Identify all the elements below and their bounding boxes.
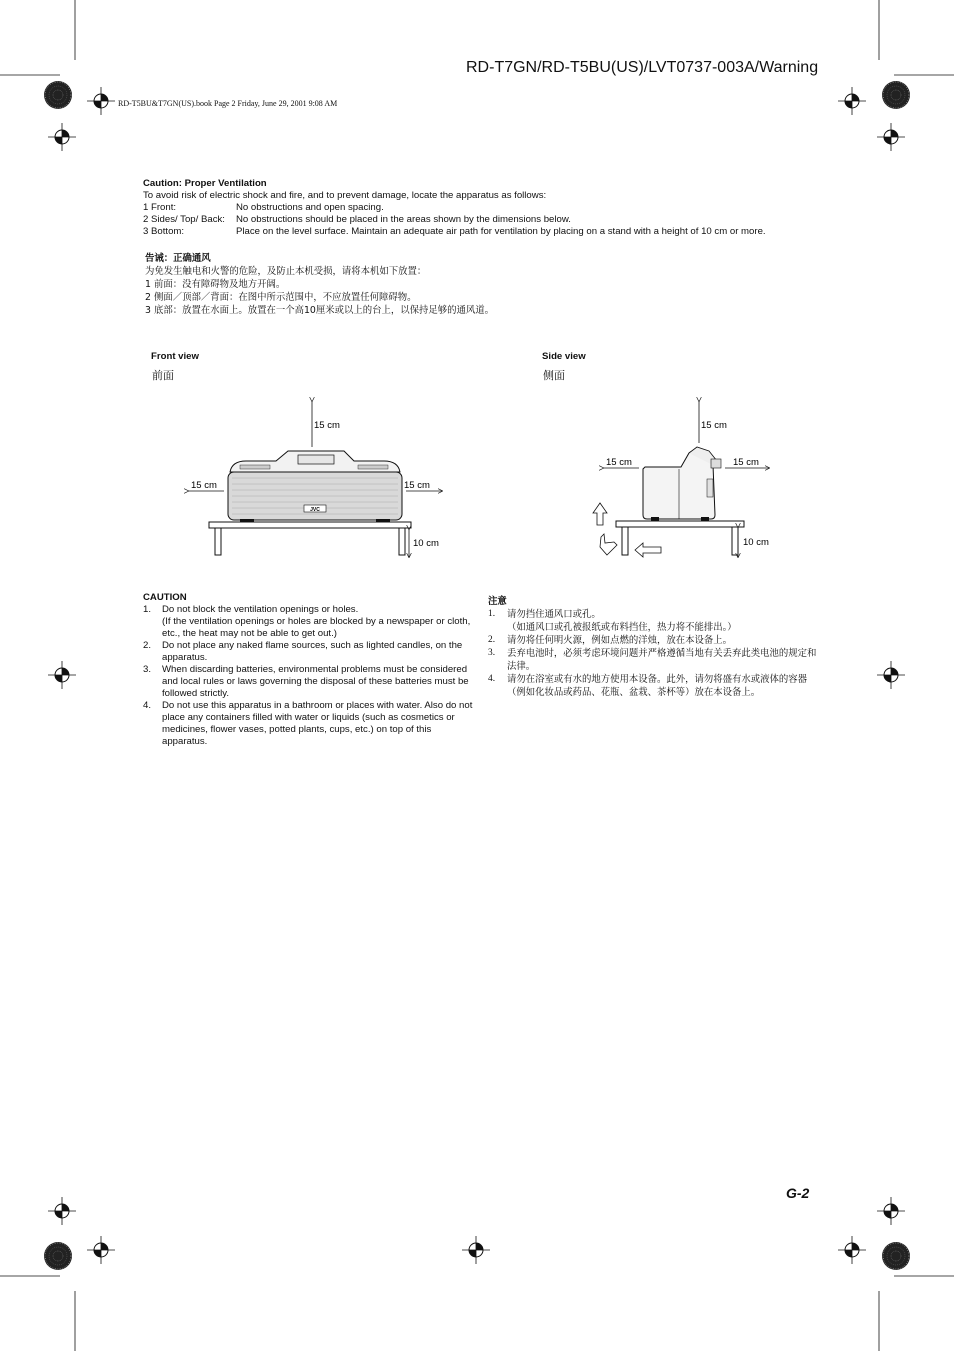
document-title: RD-T7GN/RD-T5BU(US)/LVT0737-003A/Warning [466, 59, 819, 76]
ventilation-heading-zh: 告诫：正确通风 [145, 253, 211, 264]
ventilation-item-text: Place on the level surface. Maintain an adequate air path for ventilation by placing on a stand with a height of 10 cm or more. [236, 226, 766, 237]
side-right-clearance: 15 cm [733, 457, 759, 468]
ventilation-section-zh [145, 252, 705, 317]
ventilation-item-key: 2 Sides/ Top/ Back: [143, 214, 225, 225]
ventilation-item-key: 3 Bottom: [143, 226, 185, 237]
caution-item-zh [488, 647, 818, 673]
ventilation-item-text: No obstructions and open spacing. [236, 202, 384, 213]
ventilation-heading: Caution: Proper Ventilation [143, 178, 267, 189]
side-left-clearance: 15 cm [606, 457, 632, 468]
caution-item-number-zh: 1. [488, 609, 496, 619]
caution-item-zh [488, 634, 818, 647]
caution-item-number-zh: 4. [488, 674, 496, 684]
caution-item-number: 1. [143, 604, 152, 615]
caution-heading-zh: 注意 [488, 596, 507, 607]
front-bottom-clearance: 10 cm [413, 538, 439, 549]
side-view-diagram [585, 395, 795, 565]
front-view-diagram [180, 395, 450, 565]
caution-heading: CAUTION [143, 592, 187, 603]
ventilation-item-zh: 3 底部：放置在水面上。放置在一个高10厘米或以上的台上，以保持足够的通风道。 [145, 305, 495, 316]
caution-item-number-zh: 2. [488, 635, 496, 645]
ventilation-item-zh: 2 侧面／顶部／背面：在图中所示范围中，不应放置任何障碍物。 [145, 292, 417, 303]
ventilation-section [143, 178, 833, 238]
front-view-label-zh: 前面 [152, 370, 174, 382]
caution-item-text: Do not place any naked flame sources, such as lighted candles, on the apparatus. [162, 640, 463, 663]
front-top-clearance: 15 cm [314, 420, 340, 431]
ventilation-intro-zh: 为免发生触电和火警的危险，及防止本机受损，请将本机如下放置： [145, 266, 427, 277]
caution-item-text: When discarding batteries, environmental problems must be considered and local rules or laws governing the disposal of these batteries must be followed strictly. [162, 664, 469, 699]
front-view-label: Front view [151, 351, 199, 362]
ventilation-item [143, 202, 833, 214]
side-bottom-clearance: 10 cm [743, 537, 769, 548]
caution-item [143, 604, 473, 640]
caution-item-text: Do not block the ventilation openings or holes. [162, 604, 359, 615]
ventilation-item-zh: 1 前面：没有障碍物及地方开阔。 [145, 279, 286, 290]
caution-item [143, 664, 473, 700]
caution-item-zh [488, 673, 818, 699]
caution-item-number-zh: 3. [488, 648, 496, 658]
caution-item-text-zh: 请勿挡住通风口或孔。 [507, 609, 601, 620]
caution-item-text-zh: 丢弃电池时，必须考虑环境问题并严格遵循当地有关丢弃此类电池的规定和法律。 [507, 648, 817, 672]
side-view-label-zh: 侧面 [543, 370, 565, 382]
caution-item-sub: (If the ventilation openings or holes are blocked by a newspaper or cloth, etc., the heat may not be able to get out.) [162, 616, 471, 639]
caution-section [143, 592, 473, 748]
caution-item-number: 2. [143, 640, 152, 651]
side-top-clearance: 15 cm [701, 420, 727, 431]
caution-item [143, 640, 473, 664]
front-left-clearance: 15 cm [191, 480, 217, 491]
caution-item-text: Do not use this apparatus in a bathroom or places with water. Also do not place any containers filled with water or liquids (such as cosmetics or medicines, flower vases, potted plants, cups, etc.) on top of this apparatus. [162, 700, 473, 747]
caution-section-zh [488, 595, 818, 699]
ventilation-intro: To avoid risk of electric shock and fire, and to prevent damage, locate the apparatus as follows: [143, 190, 547, 201]
page-number: G-2 [786, 1185, 810, 1201]
brand-logo: JVC [310, 507, 320, 513]
caution-item [143, 700, 473, 748]
caution-item-number: 3. [143, 664, 152, 675]
caution-item-text-zh: 请勿在浴室或有水的地方使用本设备。此外，请勿将盛有水或液体的容器（例如化妆品或药品、花瓶、盆栽、茶杯等）放在本设备上。 [507, 674, 808, 698]
ventilation-item-key: 1 Front: [143, 202, 177, 213]
caution-item-sub-zh: （如通风口或孔被报纸或布料挡住，热力将不能排出。） [507, 622, 737, 633]
front-right-clearance: 15 cm [404, 480, 430, 491]
ventilation-item-text: No obstructions should be placed in the areas shown by the dimensions below. [236, 214, 571, 225]
caution-item-zh [488, 608, 818, 634]
book-info: RD-T5BU&T7GN(US).book Page 2 Friday, June 29, 2001 9:08 AM [118, 99, 338, 108]
ventilation-item [143, 214, 833, 226]
ventilation-item [143, 226, 833, 238]
side-view-label: Side view [542, 351, 586, 362]
caution-item-text-zh: 请勿将任何明火源，例如点燃的洋烛，放在本设备上。 [507, 635, 733, 646]
caution-item-number: 4. [143, 700, 152, 711]
